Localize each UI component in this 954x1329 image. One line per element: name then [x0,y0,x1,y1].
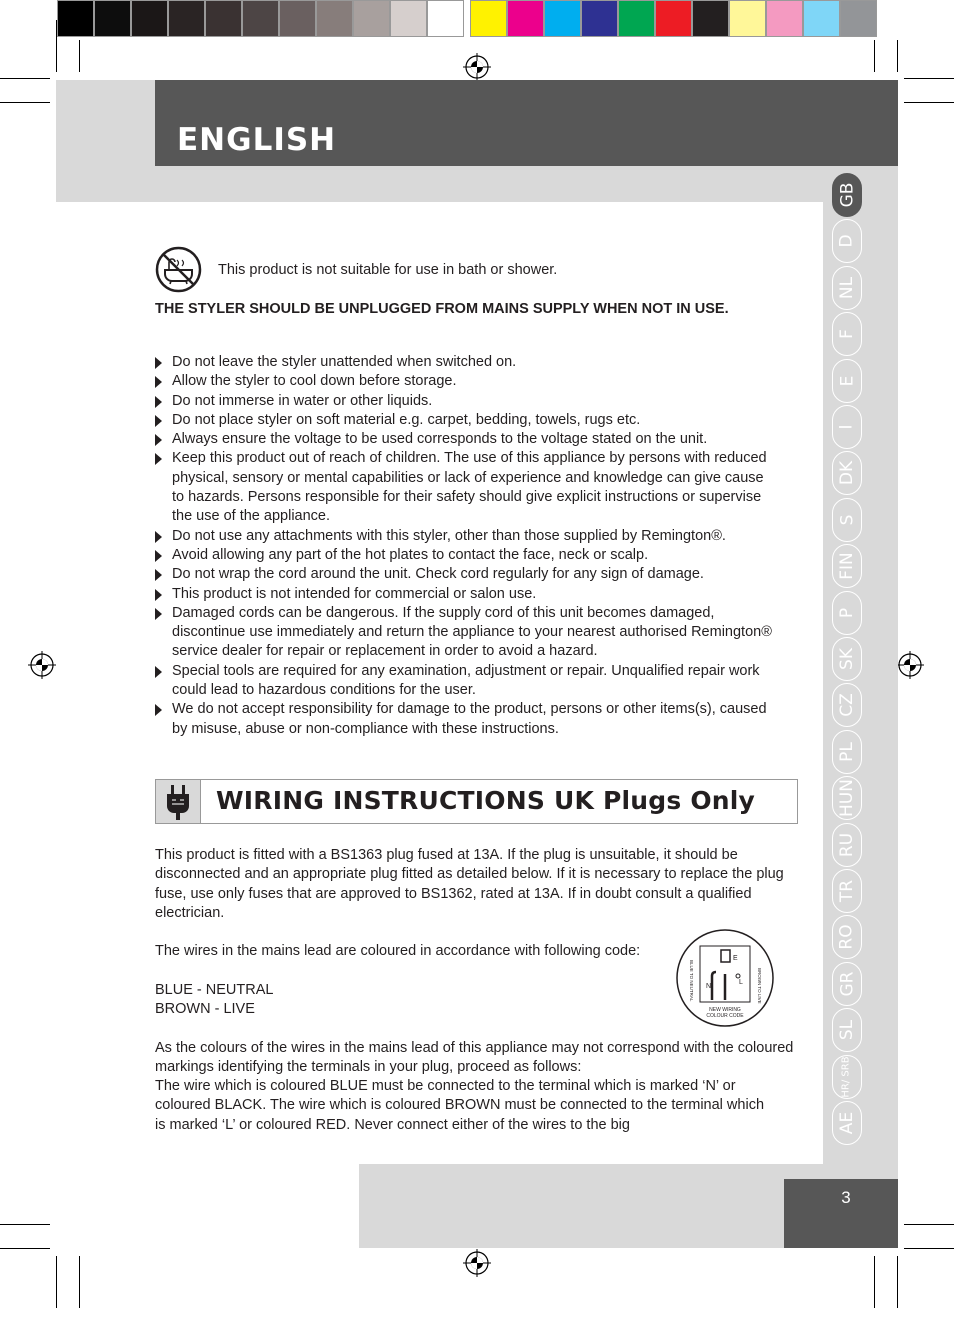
language-tab-label: PL [836,741,857,762]
language-tab-label: HR/ SRB [841,1056,853,1098]
crop-mark [874,1256,875,1308]
colour-swatch [427,0,464,37]
language-tab-label: S [836,514,857,526]
colour-swatch [803,0,840,37]
crop-mark [904,1248,954,1249]
colour-swatch [618,0,655,37]
colour-swatch [131,0,168,37]
colour-swatch [766,0,803,37]
bullet-arrow-icon [155,589,162,601]
crop-mark [0,1224,50,1225]
language-tab-nl[interactable] [832,266,862,310]
safety-list-item [155,546,775,565]
safety-list-item [155,700,775,739]
safety-list-item [155,430,775,449]
bullet-arrow-icon [155,704,162,716]
wiring-paragraph-2: The wires in the mains lead are coloured in accordance with following code: [155,943,641,959]
registration-mark-icon [896,651,924,679]
bullet-arrow-icon [155,531,162,543]
language-tab-ro[interactable] [832,915,862,959]
safety-list [155,353,775,739]
language-tab-f[interactable] [832,312,862,356]
language-tab-label: E [837,375,857,386]
language-tab-pl[interactable] [832,730,862,774]
wiring-heading-box [155,779,798,824]
crop-mark [79,1256,80,1308]
crop-mark [897,40,898,72]
colour-swatch [316,0,353,37]
language-tab-label: D [837,234,857,248]
bullet-arrow-icon [155,550,162,562]
bath-warning-text: This product is not suitable for use in bath or shower. [218,262,558,278]
crop-mark [904,1224,954,1225]
language-tab-tr[interactable] [832,869,862,913]
safety-list-text: Do not leave the styler unattended when switched on. [172,354,517,370]
language-tab-ae[interactable] [832,1101,862,1145]
safety-list-item [155,662,775,701]
wiring-paragraph-4: The wire which is coloured BLUE must be connected to the terminal which is marked ‘N’ or coloured BLACK. The wire which is coloured BROWN must be connected to the terminal which is marked ‘L’ or coloured RED. Never connect either of the wires to the big [155,1078,765,1133]
language-tab-s[interactable] [832,498,862,542]
language-tab-label: CZ [837,693,857,718]
safety-list-text: Do not wrap the cord around the unit. Check cord regularly for any sign of damage. [172,566,704,583]
safety-list-text: This product is not intended for commercial or salon use. [172,585,537,602]
colour-swatch [692,0,729,37]
colour-swatch [544,0,581,37]
bullet-arrow-icon [155,569,162,581]
crop-mark [897,1256,898,1308]
language-tab-label: SL [836,1020,857,1041]
colour-bar [57,0,877,37]
safety-list-item [155,604,775,662]
safety-list-item [155,565,775,584]
plug-icon [156,780,200,823]
colour-swatch [840,0,877,37]
safety-list-item [155,411,775,430]
language-tab-sl[interactable] [832,1008,862,1052]
registration-mark-icon [463,53,491,81]
safety-list-text: Allow the styler to cool down before storage. [172,373,457,390]
language-tab-gb[interactable] [832,173,862,217]
colour-swatch [655,0,692,37]
plug-icon-cell [156,780,201,823]
plug-wiring-diagram [672,928,778,1028]
bullet-arrow-icon [155,357,162,369]
language-tab-fin[interactable] [832,544,862,588]
language-tab-cz[interactable] [832,683,862,727]
colour-swatch [168,0,205,37]
safety-list-text: Do not use any attachments with this styler, other than those supplied by Remington®. [172,527,726,544]
colour-swatch [581,0,618,37]
language-tab-label: P [836,607,857,618]
diagram-label-n: N [706,983,712,990]
language-tab-i[interactable] [832,405,862,449]
language-tab-label: GR [837,971,857,997]
language-tab-dk[interactable] [832,451,862,495]
wire-code-brown: BROWN - LIVE [155,1001,255,1017]
safety-list-text: Keep this product out of reach of children. The use of this appliance by persons with reduced physical, sensory or mental capabilities or lack of experience and knowledge can give cause to hazards. Persons responsible for their safety should give explicit instructions or supervise the use of the appliance. [172,450,767,525]
bullet-arrow-icon [155,608,162,620]
bullet-arrow-icon [155,415,162,427]
bullet-arrow-icon [155,376,162,388]
bullet-arrow-icon [155,396,162,408]
safety-list-item [155,527,775,546]
language-tab-gr[interactable] [832,962,862,1006]
colour-swatch [507,0,544,37]
safety-list-text: Damaged cords can be dangerous. If the supply cord of this unit becomes damaged, discontinue use immediately and return the appliance to your nearest authorised Remington® service dealer for repair or replacement in order to avoid a hazard. [172,604,772,660]
language-tab-label: DK [837,461,857,486]
colour-swatch [353,0,390,37]
crop-mark [0,78,50,79]
diagram-label-blue: BLUE TO NEUTRAL [689,960,694,1002]
crop-mark [904,102,954,103]
crop-mark [79,40,80,72]
wiring-paragraph-1: This product is fitted with a BS1363 plug fused at 13A. If the plug is unsuitable, it should be disconnected and an appropriate plug fitted as detailed below. If it is necessary to replace the plug fuse, use only fuses that are approved to BS1362, rated at 13A. If in doubt consult a qualified electrician. [155,847,784,921]
crop-mark [0,102,50,103]
unplug-warning: THE STYLER SHOULD BE UNPLUGGED FROM MAINS SUPPLY WHEN NOT IN USE. [155,301,729,317]
colour-swatch [390,0,427,37]
safety-list-text: We do not accept responsibility for damage to the product, persons or other items(s), caused by misuse, abuse or non-compliance with these instructions. [172,701,767,737]
language-tab-p[interactable] [832,591,862,635]
crop-mark [874,40,875,72]
language-tab-label: NL [836,276,857,299]
diagram-label-brown: BROWN TO LIVE [757,968,762,1004]
safety-list-item [155,372,775,391]
colour-swatch [242,0,279,37]
page-number-box [784,1179,898,1248]
language-tab-hun[interactable] [832,776,862,820]
wiring-paragraph-3: As the colours of the wires in the mains lead of this appliance may not correspond with the coloured markings identifying the terminals in your plug, proceed as follows: [155,1040,794,1076]
no-bath-icon [155,246,202,293]
page-title: ENGLISH [177,122,337,158]
language-tab-sk[interactable] [832,637,862,681]
language-tab-label: AE [837,1111,857,1135]
colour-swatch [729,0,766,37]
safety-list-text: Do not immerse in water or other liquids. [172,392,433,409]
language-tab-label: HUN [837,779,858,818]
language-tab-label: GB [837,182,857,208]
language-tab-d[interactable] [832,219,862,263]
registration-mark-icon [28,651,56,679]
safety-list-text: Avoid allowing any part of the hot plates to contact the face, neck or scalp. [172,546,649,563]
safety-list-item [155,392,775,411]
colour-swatch [94,0,131,37]
crop-mark [904,78,954,79]
language-tab-label: F [837,329,857,340]
diagram-caption-1: NEW WIRING [709,1007,741,1013]
safety-list-item [155,585,775,604]
crop-mark [56,20,57,72]
wiring-title: WIRING INSTRUCTIONS UK Plugs Only [216,786,756,815]
colour-swatch [57,0,94,37]
language-tab-ru[interactable] [832,823,862,867]
wire-code-blue: BLUE - NEUTRAL [155,982,274,998]
language-tab-label: RU [836,832,857,857]
language-tab-label: RO [836,924,857,950]
safety-list-text: Do not place styler on soft material e.g. carpet, bedding, towels, rugs etc. [172,411,641,428]
page-number: 3 [841,1188,851,1207]
language-tab-label: SK [836,648,857,670]
bullet-arrow-icon [155,434,162,446]
safety-list-text: Always ensure the voltage to be used corresponds to the voltage stated on the unit. [172,431,708,448]
colour-swatch [205,0,242,37]
diagram-caption-2: COLOUR CODE [706,1013,744,1019]
language-tab-e[interactable] [832,359,862,403]
colour-swatch [279,0,316,37]
language-tab-label: I [836,424,857,430]
registration-mark-icon [463,1249,491,1277]
safety-list-text: Special tools are required for any examination, adjustment or repair. Unqualified repair work could lead to hazardous conditions for the user. [172,662,760,699]
language-tab-label: TR [836,879,857,903]
diagram-label-e: E [733,955,738,962]
language-tab-hrsrb[interactable] [832,1055,862,1099]
bullet-arrow-icon [155,453,162,465]
title-block [155,80,898,166]
bullet-arrow-icon [155,666,162,678]
colour-swatch [470,0,507,37]
safety-list-item [155,353,775,372]
language-tab-label: FIN [836,552,857,580]
crop-mark [56,1256,57,1308]
diagram-label-l: L [739,979,743,986]
safety-list-item [155,449,775,526]
crop-mark [0,1248,50,1249]
